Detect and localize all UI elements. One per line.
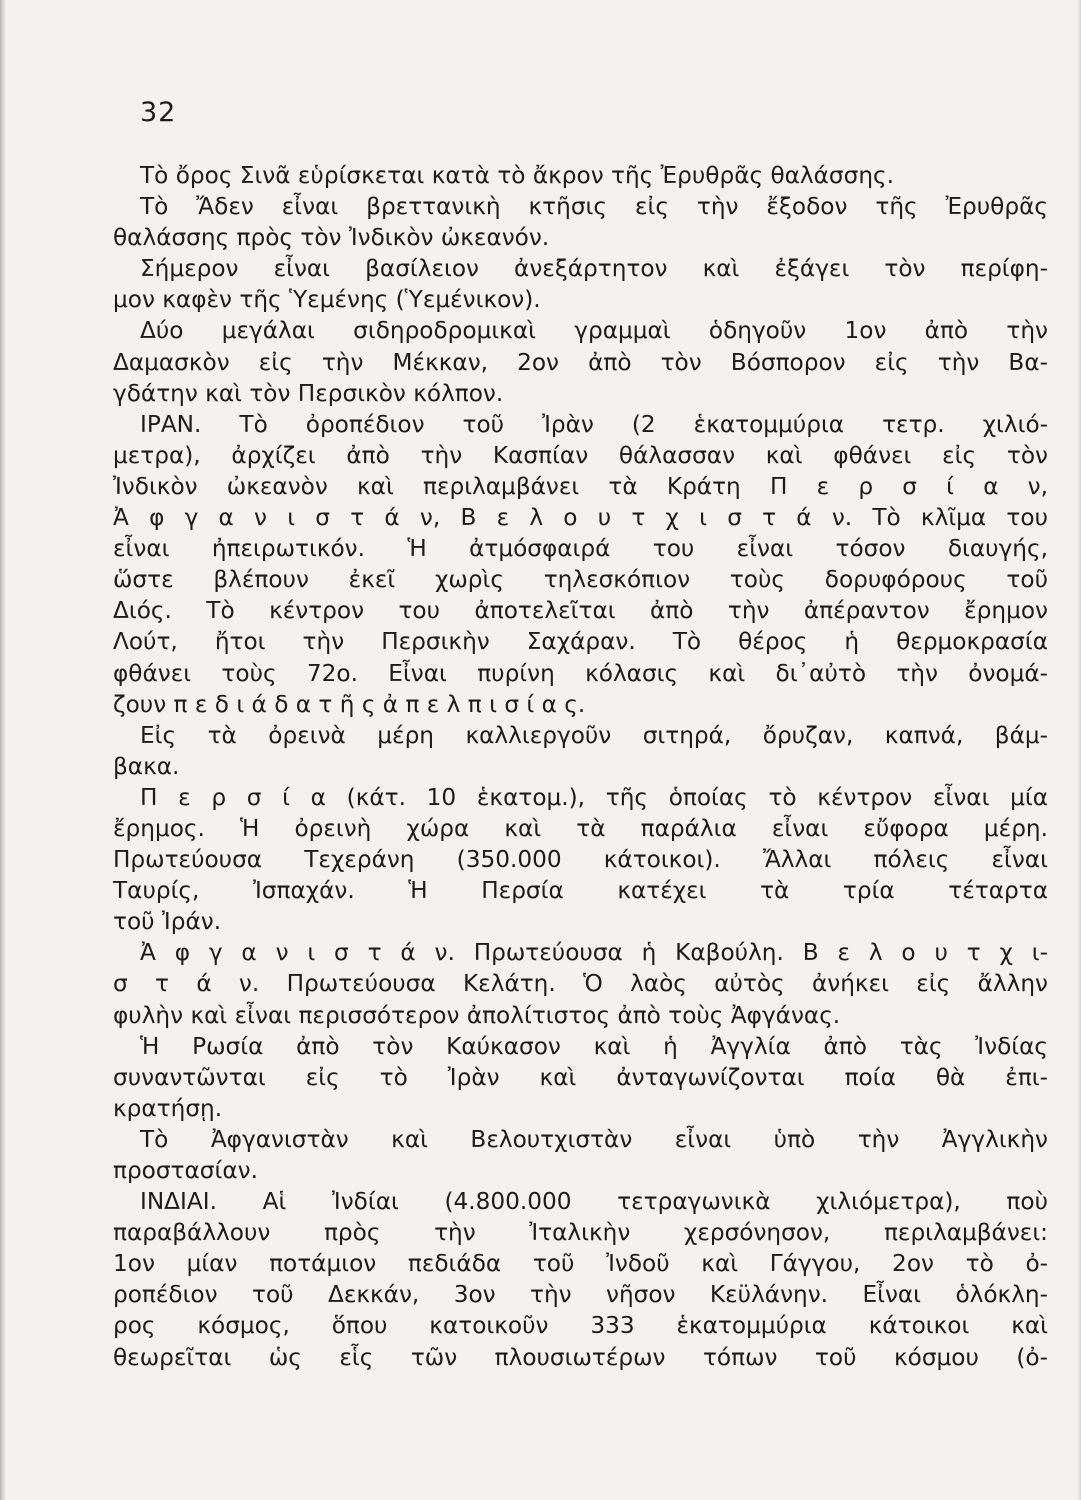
text-line: μετρα), ἀρχίζει ἀπὸ τὴν Κασπίαν θάλασσαν καὶ φθάνει εἰς τὸν: [113, 441, 1048, 469]
text-line: ὥστε βλέπουν ἐκεῖ χωρὶς τηλεσκόπιον τοὺς δορυφόρους τοῦ: [113, 566, 1048, 594]
text-line: Σήμερον εἶναι βασίλειον ἀνεξάρτητον καὶ ἐξάγει τὸν περίφη-: [140, 255, 1048, 283]
page-spine-shadow: [0, 0, 6, 1500]
text-line: Π ε ρ σ ί α (κάτ. 10 ἑκατομ.), τῆς ὁποίας τὸ κέντρον εἶναι μία: [140, 783, 1048, 811]
text-line: Τὸ ὄρος Σινᾶ εὑρίσκεται κατὰ τὸ ἄκρον τῆς Ἐρυθρᾶς θαλάσσης.: [140, 162, 895, 189]
text-line: φυλὴν καὶ εἶναι περισσότερον ἀπολίτιστος ἀπὸ τοὺς Ἀφγάνας.: [113, 1001, 841, 1029]
text-line: γδάτην καὶ τὸν Περσικὸν κόλπον.: [113, 379, 504, 407]
page-edge: [1077, 0, 1081, 1500]
text-line: Ταυρίς, Ἰσπαχάν. Ἡ Περσία κατέχει τὰ τρία τέταρτα: [113, 877, 1048, 905]
text-line: ΙΝΔΙΑΙ. Αἱ Ἰνδίαι (4.800.000 τετραγωνικὰ χιλιόμετρα), ποὺ: [140, 1188, 1048, 1216]
text-line: μον καφὲν τῆς Ὑεμένης (Ὑεμένικον).: [113, 286, 541, 314]
text-line: Πρωτεύουσα Τεχεράνη (350.000 κάτοικοι). Ἄλλαι πόλεις εἶναι: [113, 846, 1048, 874]
text-line: Ἀ φ γ α ν ι σ τ ά ν. Πρωτεύουσα ἡ Καβούλη. Β ε λ ο υ τ χ ι-: [140, 939, 1048, 967]
text-line: σ τ ά ν. Πρωτεύουσα Κελάτη. Ὁ λαὸς αὐτὸς ἀνήκει εἰς ἄλλην: [113, 970, 1048, 998]
text-line: παραβάλλουν πρὸς τὴν Ἰταλικὴν χερσόνησον, περιλαμβάνει:: [113, 1219, 1048, 1247]
text-line: Τὸ Ἀφγανιστὰν καὶ Βελουτχιστὰν εἶναι ὑπὸ τὴν Ἀγγλικὴν: [140, 1125, 1048, 1153]
text-line: κρατήσῃ.: [113, 1094, 223, 1122]
text-line: Τὸ Ἄδεν εἶναι βρεττανικὴ κτῆσις εἰς τὴν ἔξοδον τῆς Ἐρυθρᾶς: [140, 193, 1048, 221]
text-line: ζουν π ε δ ι ά δ α τ ῆ ς ἀ π ε λ π ι σ ί α ς.: [113, 690, 586, 718]
page-number: 32: [140, 97, 177, 128]
text-line: τοῦ Ἰράν.: [113, 908, 222, 936]
text-line: φθάνει τοὺς 72ο. Εἶναι πυρίνη κόλασις καὶ δι᾽αὐτὸ τὴν ὀνομά-: [113, 659, 1048, 687]
text-line: βακα.: [113, 752, 180, 780]
text-line: ροπέδιον τοῦ Δεκκάν, 3ον τὴν νῆσον Κεϋλάνην. Εἶναι ὁλόκλη-: [113, 1281, 1048, 1309]
body-text: [113, 160, 1048, 1373]
text-line: Εἰς τὰ ὀρεινὰ μέρη καλλιεργοῦν σιτηρά, ὄρυζαν, καπνά, βάμ-: [140, 721, 1048, 749]
text-line: ΙΡΑΝ. Τὸ ὀροπέδιον τοῦ Ἰρὰν (2 ἑκατομμύρια τετρ. χιλιό-: [140, 410, 1048, 438]
text-line: Διός. Τὸ κέντρον του ἀποτελεῖται ἀπὸ τὴν ἀπέραντον ἔρημον: [113, 597, 1048, 625]
text-line: ἔρημος. Ἡ ὀρεινὴ χώρα καὶ τὰ παράλια εἶναι εὔφορα μέρη.: [113, 814, 1048, 842]
text-line: Δαμασκὸν εἰς τὴν Μέκκαν, 2ον ἀπὸ τὸν Βόσπορον εἰς τὴν Βα-: [113, 348, 1048, 376]
text-line: Λούτ, ἤτοι τὴν Περσικὴν Σαχάραν. Τὸ θέρος ἡ θερμοκρασία: [113, 628, 1048, 656]
text-line: θαλάσσης πρὸς τὸν Ἰνδικὸν ὠκεανόν.: [113, 224, 550, 252]
text-line: Δύο μεγάλαι σιδηροδρομικαὶ γραμμαὶ ὁδηγοῦν 1ον ἀπὸ τὴν: [140, 317, 1048, 345]
text-line: ρος κόσμος, ὅπου κατοικοῦν 333 ἑκατομμύρια κάτοικοι καὶ: [113, 1312, 1048, 1340]
text-line: προστασίαν.: [113, 1157, 258, 1184]
text-line: Ἰνδικὸν ὠκεανὸν καὶ περιλαμβάνει τὰ Κράτη Π ε ρ σ ί α ν,: [113, 472, 1048, 500]
text-line: εἶναι ἠπειρωτικόν. Ἡ ἀτμόσφαιρά του εἶναι τόσον διαυγής,: [113, 535, 1048, 563]
text-line: 1ον μίαν ποτάμιον πεδιάδα τοῦ Ἰνδοῦ καὶ Γάγγου, 2ον τὸ ὀ-: [113, 1250, 1048, 1278]
text-line: θεωρεῖται ὡς εἷς τῶν πλουσιωτέρων τόπων τοῦ κόσμου (ὀ-: [113, 1343, 1048, 1371]
text-line: συναντῶνται εἰς τὸ Ἰρὰν καὶ ἀνταγωνίζονται ποία θὰ ἐπι-: [113, 1063, 1048, 1091]
text-line: Ἡ Ρωσία ἀπὸ τὸν Καύκασον καὶ ἡ Ἀγγλία ἀπὸ τὰς Ἰνδίας: [140, 1032, 1048, 1060]
text-line: Ἀ φ γ α ν ι σ τ ά ν, Β ε λ ο υ τ χ ι σ τ ά ν. Τὸ κλῖμα του: [113, 504, 1048, 532]
